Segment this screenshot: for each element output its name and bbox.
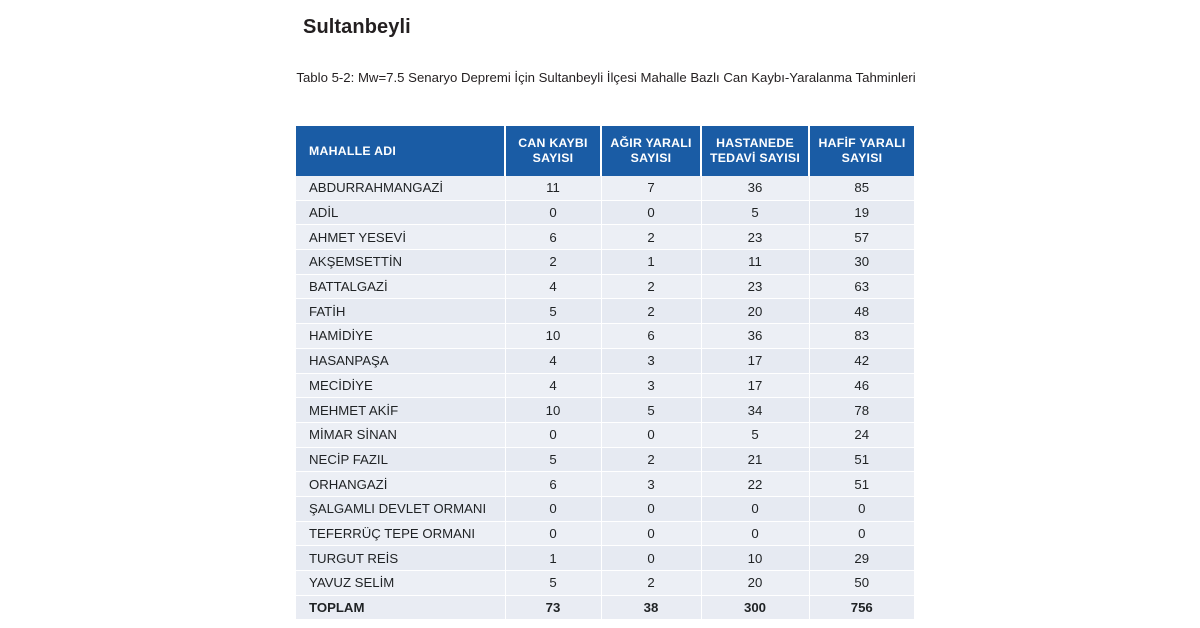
cell-hafif-yarali: 42 bbox=[809, 348, 914, 373]
cell-can-kaybi: 5 bbox=[505, 299, 601, 324]
cell-hastanede: 34 bbox=[701, 398, 809, 423]
cell-hastanede: 5 bbox=[701, 422, 809, 447]
cell-hastanede: 17 bbox=[701, 348, 809, 373]
cell-can-kaybi: 6 bbox=[505, 225, 601, 250]
neighborhood-name-cell: AHMET YESEVİ bbox=[296, 225, 505, 250]
cell-hastanede: 21 bbox=[701, 447, 809, 472]
table-row bbox=[296, 472, 914, 497]
cell-agir-yarali: 3 bbox=[601, 348, 701, 373]
cell-can-kaybi: 0 bbox=[505, 496, 601, 521]
cell-hafif-yarali: 63 bbox=[809, 274, 914, 299]
table-caption: Tablo 5-2: Mw=7.5 Senaryo Depremi İçin Sultanbeyli İlçesi Mahalle Bazlı Can Kaybı-Yaralanma Tahminleri bbox=[296, 70, 916, 85]
cell-hafif-yarali: 51 bbox=[809, 472, 914, 497]
table-row bbox=[296, 274, 914, 299]
cell-agir-yarali: 0 bbox=[601, 200, 701, 225]
column-header-hastanede-line2: TEDAVİ SAYISI bbox=[709, 151, 801, 165]
cell-hafif-yarali: 46 bbox=[809, 373, 914, 398]
page-title: Sultanbeyli bbox=[303, 16, 411, 38]
total-label-cell: TOPLAM bbox=[296, 595, 505, 619]
neighborhood-name-cell: YAVUZ SELİM bbox=[296, 571, 505, 596]
column-header-agir-yarali-line2: SAYISI bbox=[630, 151, 672, 165]
cell-hastanede: 23 bbox=[701, 274, 809, 299]
cell-hafif-yarali: 756 bbox=[809, 595, 914, 619]
table-body bbox=[296, 176, 914, 619]
table-header bbox=[296, 126, 914, 176]
cell-hafif-yarali: 51 bbox=[809, 447, 914, 472]
cell-hastanede: 0 bbox=[701, 496, 809, 521]
cell-hafif-yarali: 0 bbox=[809, 521, 914, 546]
cell-can-kaybi: 0 bbox=[505, 521, 601, 546]
cell-can-kaybi: 73 bbox=[505, 595, 601, 619]
table-row bbox=[296, 250, 914, 275]
column-header-agir-yarali-line1: AĞIR YARALI bbox=[610, 136, 692, 150]
column-header-hafif-yarali-line2: SAYISI bbox=[841, 151, 883, 165]
cell-can-kaybi: 0 bbox=[505, 200, 601, 225]
cell-agir-yarali: 3 bbox=[601, 373, 701, 398]
neighborhood-name-cell: ORHANGAZİ bbox=[296, 472, 505, 497]
neighborhood-name-cell: ABDURRAHMANGAZİ bbox=[296, 176, 505, 200]
cell-hafif-yarali: 78 bbox=[809, 398, 914, 423]
neighborhood-name-cell: ŞALGAMLI DEVLET ORMANI bbox=[296, 496, 505, 521]
neighborhood-name-cell: HASANPAŞA bbox=[296, 348, 505, 373]
column-header-hastanede-line1: HASTANEDE bbox=[716, 136, 794, 150]
cell-hafif-yarali: 57 bbox=[809, 225, 914, 250]
cell-can-kaybi: 4 bbox=[505, 373, 601, 398]
column-header-hastanede-tedavi-sayisi bbox=[701, 126, 809, 176]
column-header-agir-yarali-sayisi bbox=[601, 126, 701, 176]
neighborhood-name-cell: BATTALGAZİ bbox=[296, 274, 505, 299]
cell-hafif-yarali: 24 bbox=[809, 422, 914, 447]
cell-hafif-yarali: 0 bbox=[809, 496, 914, 521]
table-row bbox=[296, 496, 914, 521]
neighborhood-name-cell: AKŞEMSETTİN bbox=[296, 250, 505, 275]
neighborhood-name-cell: NECİP FAZIL bbox=[296, 447, 505, 472]
column-header-mahalle-adi bbox=[296, 126, 505, 176]
cell-can-kaybi: 11 bbox=[505, 176, 601, 200]
cell-agir-yarali: 38 bbox=[601, 595, 701, 619]
cell-hafif-yarali: 50 bbox=[809, 571, 914, 596]
cell-hastanede: 20 bbox=[701, 299, 809, 324]
table-row bbox=[296, 422, 914, 447]
cell-hafif-yarali: 19 bbox=[809, 200, 914, 225]
cell-hafif-yarali: 30 bbox=[809, 250, 914, 275]
column-header-hafif-yarali-line1: HAFİF YARALI bbox=[818, 136, 906, 150]
cell-agir-yarali: 2 bbox=[601, 299, 701, 324]
cell-hastanede: 11 bbox=[701, 250, 809, 275]
column-header-can-kaybi-sayisi bbox=[505, 126, 601, 176]
cell-agir-yarali: 0 bbox=[601, 546, 701, 571]
cell-agir-yarali: 5 bbox=[601, 398, 701, 423]
neighborhood-name-cell: MECİDİYE bbox=[296, 373, 505, 398]
cell-hastanede: 10 bbox=[701, 546, 809, 571]
neighborhood-name-cell: TURGUT REİS bbox=[296, 546, 505, 571]
cell-agir-yarali: 6 bbox=[601, 324, 701, 349]
cell-can-kaybi: 1 bbox=[505, 546, 601, 571]
casualty-estimates-table bbox=[296, 126, 914, 619]
cell-agir-yarali: 3 bbox=[601, 472, 701, 497]
cell-hastanede: 22 bbox=[701, 472, 809, 497]
column-header-can-kaybi-line2: SAYISI bbox=[532, 151, 574, 165]
cell-hafif-yarali: 83 bbox=[809, 324, 914, 349]
cell-can-kaybi: 0 bbox=[505, 422, 601, 447]
cell-agir-yarali: 2 bbox=[601, 274, 701, 299]
cell-hafif-yarali: 29 bbox=[809, 546, 914, 571]
table-row bbox=[296, 546, 914, 571]
cell-hastanede: 36 bbox=[701, 176, 809, 200]
cell-agir-yarali: 2 bbox=[601, 225, 701, 250]
cell-can-kaybi: 2 bbox=[505, 250, 601, 275]
cell-can-kaybi: 5 bbox=[505, 571, 601, 596]
neighborhood-name-cell: ADİL bbox=[296, 200, 505, 225]
neighborhood-name-cell: MİMAR SİNAN bbox=[296, 422, 505, 447]
cell-can-kaybi: 10 bbox=[505, 398, 601, 423]
table-row bbox=[296, 373, 914, 398]
column-header-hafif-yarali-sayisi bbox=[809, 126, 914, 176]
cell-hastanede: 17 bbox=[701, 373, 809, 398]
cell-agir-yarali: 0 bbox=[601, 496, 701, 521]
cell-hafif-yarali: 48 bbox=[809, 299, 914, 324]
table-header-row bbox=[296, 126, 914, 176]
neighborhood-name-cell: MEHMET AKİF bbox=[296, 398, 505, 423]
neighborhood-name-cell: TEFERRÜÇ TEPE ORMANI bbox=[296, 521, 505, 546]
table-row bbox=[296, 348, 914, 373]
cell-can-kaybi: 5 bbox=[505, 447, 601, 472]
table-row bbox=[296, 176, 914, 200]
table-row bbox=[296, 571, 914, 596]
column-header-can-kaybi-line1: CAN KAYBI bbox=[518, 136, 588, 150]
cell-agir-yarali: 1 bbox=[601, 250, 701, 275]
cell-can-kaybi: 4 bbox=[505, 348, 601, 373]
cell-hastanede: 5 bbox=[701, 200, 809, 225]
cell-agir-yarali: 2 bbox=[601, 447, 701, 472]
cell-hastanede: 36 bbox=[701, 324, 809, 349]
cell-hastanede: 23 bbox=[701, 225, 809, 250]
cell-agir-yarali: 7 bbox=[601, 176, 701, 200]
table-row bbox=[296, 398, 914, 423]
neighborhood-name-cell: FATİH bbox=[296, 299, 505, 324]
cell-hastanede: 300 bbox=[701, 595, 809, 619]
table-row bbox=[296, 521, 914, 546]
cell-can-kaybi: 10 bbox=[505, 324, 601, 349]
neighborhood-name-cell: HAMİDİYE bbox=[296, 324, 505, 349]
table-row bbox=[296, 299, 914, 324]
cell-hastanede: 20 bbox=[701, 571, 809, 596]
cell-agir-yarali: 2 bbox=[601, 571, 701, 596]
cell-hastanede: 0 bbox=[701, 521, 809, 546]
cell-hafif-yarali: 85 bbox=[809, 176, 914, 200]
cell-agir-yarali: 0 bbox=[601, 521, 701, 546]
table-row bbox=[296, 200, 914, 225]
table-total-row bbox=[296, 595, 914, 619]
table-row bbox=[296, 447, 914, 472]
cell-agir-yarali: 0 bbox=[601, 422, 701, 447]
cell-can-kaybi: 6 bbox=[505, 472, 601, 497]
cell-can-kaybi: 4 bbox=[505, 274, 601, 299]
table-row bbox=[296, 225, 914, 250]
column-header-mahalle-adi-line1: MAHALLE ADI bbox=[309, 143, 396, 158]
casualty-table-container bbox=[296, 126, 914, 619]
table-row bbox=[296, 324, 914, 349]
